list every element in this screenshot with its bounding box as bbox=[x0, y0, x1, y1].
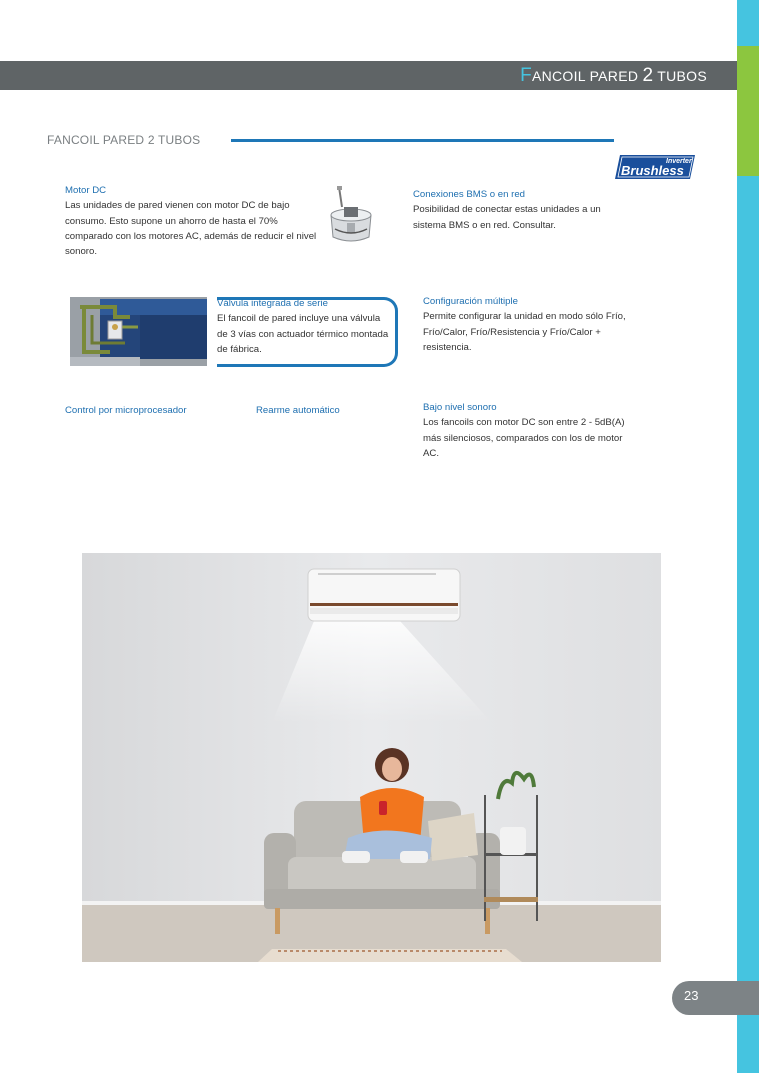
header-title-part2: TUBOS bbox=[653, 68, 707, 84]
feature-bajo-nivel bbox=[423, 400, 628, 461]
feature-rearme-title: Rearme automático bbox=[256, 405, 340, 416]
feature-valve bbox=[217, 296, 393, 357]
side-strip-green bbox=[737, 46, 759, 176]
logo-brushless-text: Brushless bbox=[621, 163, 684, 178]
header-title bbox=[520, 61, 707, 90]
feature-control bbox=[65, 403, 187, 418]
valve-image bbox=[70, 297, 207, 366]
feature-control-title: Control por microprocesador bbox=[65, 405, 187, 416]
feature-bajo-desc: Los fancoils con motor DC son entre 2 - 5dB(A) más silenciosos, comparados con los de motor AC. bbox=[423, 417, 625, 459]
page-number: 23 bbox=[684, 988, 699, 1003]
feature-config-title: Configuración múltiple bbox=[423, 296, 518, 307]
feature-config bbox=[423, 294, 638, 355]
dc-motor-image bbox=[327, 185, 375, 245]
feature-motor-dc bbox=[65, 183, 323, 259]
header-title-number: 2 bbox=[642, 65, 654, 86]
feature-motor-desc: Las unidades de pared vienen con motor DC de bajo consumo. Esto supone un ahorro de hasta el 70% comparado con los motores AC, además de reducir el nivel sonoro. bbox=[65, 200, 317, 258]
feature-bms-title: Conexiones BMS o en red bbox=[413, 189, 525, 200]
feature-config-desc: Permite configurar la unidad en modo sólo Frío, Frío/Calor, Frío/Resistencia y Frío/Calor + resistencia. bbox=[423, 311, 626, 353]
room-photo bbox=[82, 553, 661, 962]
ac-unit bbox=[308, 569, 460, 621]
feature-bajo-title: Bajo nivel sonoro bbox=[423, 402, 497, 413]
header-title-part1: ANCOIL PARED bbox=[531, 68, 643, 84]
feature-bms-desc: Posibilidad de conectar estas unidades a un sistema BMS o en red. Consultar. bbox=[413, 204, 601, 231]
header-title-cap: F bbox=[520, 65, 532, 86]
logo-inverter-text: Inverter bbox=[666, 158, 692, 165]
feature-rearme bbox=[256, 403, 340, 418]
feature-valve-title: Válvula integrada de serie bbox=[217, 298, 328, 309]
brushless-inverter-logo bbox=[614, 154, 696, 180]
section-title: FANCOIL PARED 2 TUBOS bbox=[47, 133, 201, 147]
feature-bms bbox=[413, 187, 628, 233]
section-rule bbox=[231, 139, 614, 142]
feature-motor-title: Motor DC bbox=[65, 185, 107, 196]
feature-valve-desc: El fancoil de pared incluye una válvula de 3 vías con actuador térmico montada de fábrica. bbox=[217, 313, 389, 355]
